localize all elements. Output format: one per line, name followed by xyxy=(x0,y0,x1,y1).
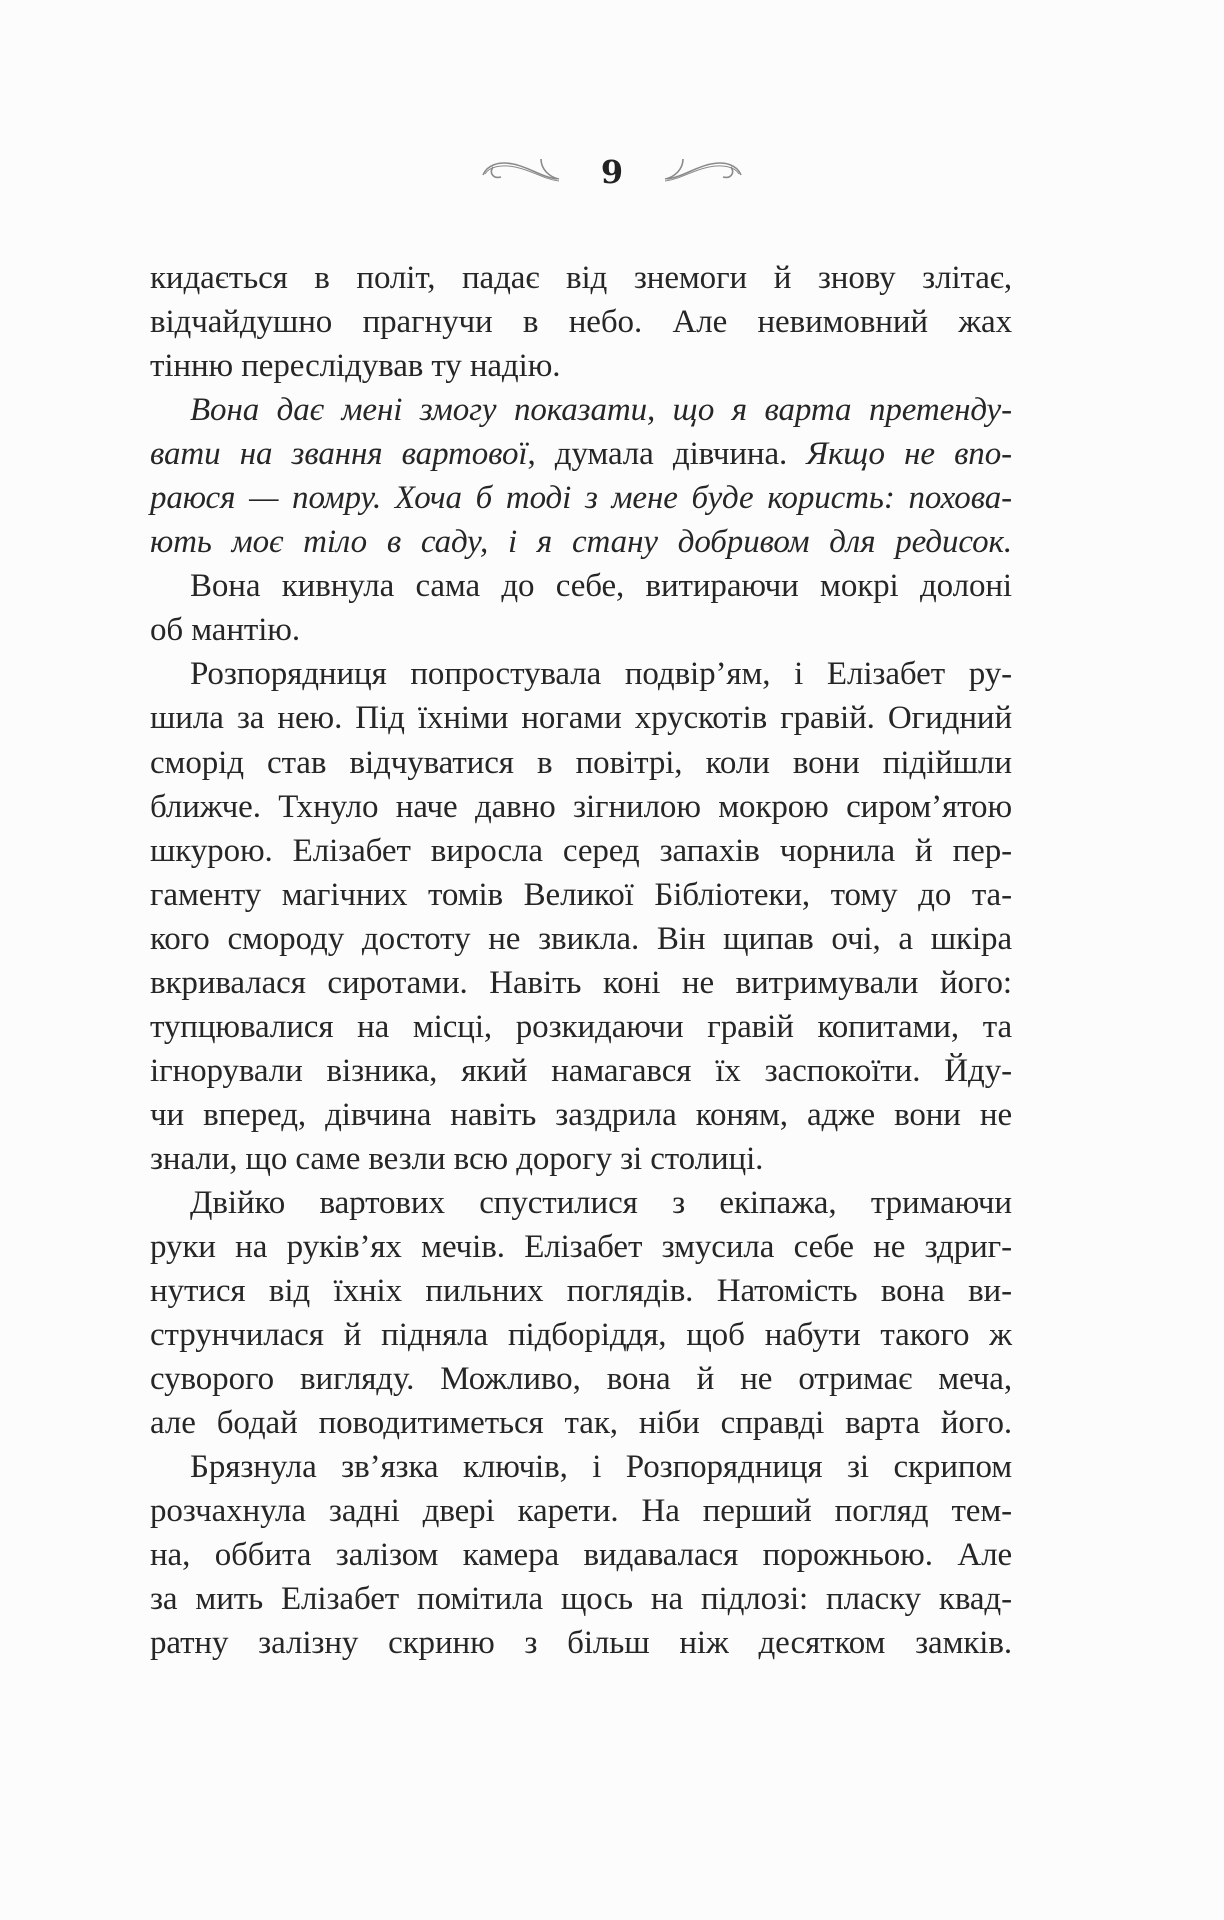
text-line: вкривалася сиротами. Навіть коні не витримували його: xyxy=(150,964,1012,1001)
text-line: ігнорували візника, який намагався їх заспокоїти. Йду- xyxy=(150,1052,1012,1089)
text-line: тінню переслідував ту надію. xyxy=(150,348,561,385)
paragraph-4 xyxy=(150,652,1012,1181)
text-line: розчахнула задні двері карети. На перший погляд тем- xyxy=(150,1493,1012,1530)
flourish-ornament-left-icon xyxy=(479,155,565,185)
text-line: суворого вигляду. Можливо, вона й не отримає меча, xyxy=(150,1361,1012,1398)
text-line: Вона кивнула сама до себе, витираючи мокрі долоні xyxy=(190,568,1012,605)
paragraph-3 xyxy=(150,564,1012,652)
body-text xyxy=(150,256,1012,1666)
text-line: нутися від їхніх пильних поглядів. Натомість вона ви- xyxy=(150,1273,1012,1310)
text-line: за мить Елізабет помітила щось на підлозі: пласку квад- xyxy=(150,1581,1012,1618)
text-line: чи вперед, дівчина навіть заздрила коням, адже вони не xyxy=(150,1096,1012,1133)
text-line: гаменту магічних томів Великої Бібліотеки, тому до та- xyxy=(150,876,1012,913)
text-line: знали, що саме везли всю дорогу зі столиці. xyxy=(150,1140,764,1177)
roman-segment: , думала дівчина. xyxy=(527,436,807,473)
text-line: об мантію. xyxy=(150,612,300,649)
text-line: Розпорядниця попростувала подвір’ям, і Елізабет ру- xyxy=(190,656,1012,693)
text-line xyxy=(150,432,1012,476)
text-line: ближче. Тхнуло наче давно зігнилою мокрою сиром’ятою xyxy=(150,788,1012,825)
text-line: раюся — помру. Хоча б тоді з мене буде користь: похова- xyxy=(150,480,1012,517)
text-line: тупцювалися на місці, розкидаючи гравій копитами, та xyxy=(150,1008,1012,1045)
page-number: 9 xyxy=(600,153,624,191)
text-line: кого смороду достоту не звикла. Він щипав очі, а шкіра xyxy=(150,920,1012,957)
paragraph-6 xyxy=(150,1445,1012,1665)
text-line: шкурою. Елізабет виросла серед запахів чорнила й пер- xyxy=(150,832,1012,869)
italic-segment: вати на звання вартової xyxy=(150,436,528,473)
text-line: струнчилася й підняла підборіддя, щоб набути такого ж xyxy=(150,1317,1012,1354)
text-line: ють моє тіло в саду, і я стану добривом для редисок. xyxy=(150,524,1012,561)
text-line: сморід став відчуватися в повітрі, коли вони підійшли xyxy=(150,744,1012,781)
paragraph-1 xyxy=(150,256,1012,388)
text-line: Вона дає мені змогу показати, що я варта претенду- xyxy=(190,392,1012,429)
text-line: руки на руків’ях мечів. Елізабет змусила себе не здриг- xyxy=(150,1229,1012,1266)
page-header xyxy=(0,140,1224,200)
text-line: ратну залізну скриню з більш ніж десятком замків. xyxy=(150,1625,1012,1662)
text-line: Двійко вартових спустилися з екіпажа, тримаючи xyxy=(190,1184,1012,1221)
text-line: Брязнула зв’язка ключів, і Розпорядниця зі скрипом xyxy=(190,1449,1012,1486)
text-line: шила за нею. Під їхніми ногами хрускотів гравій. Огидний xyxy=(150,700,1012,737)
text-line: кидається в політ, падає від знемоги й знову злітає, xyxy=(150,260,1012,296)
paragraph-5 xyxy=(150,1181,1012,1445)
text-line: на, оббита залізом камера видавалася порожньою. Але xyxy=(150,1537,1012,1574)
text-line: відчайдушно прагнучи в небо. Але невимовний жах xyxy=(150,304,1012,341)
flourish-ornament-right-icon xyxy=(659,155,745,185)
text-line: але бодай поводитиметься так, ніби справді варта його. xyxy=(150,1405,1012,1442)
paragraph-2-italic-thought xyxy=(150,388,1012,564)
italic-segment: Якщо не впо- xyxy=(806,436,1012,473)
